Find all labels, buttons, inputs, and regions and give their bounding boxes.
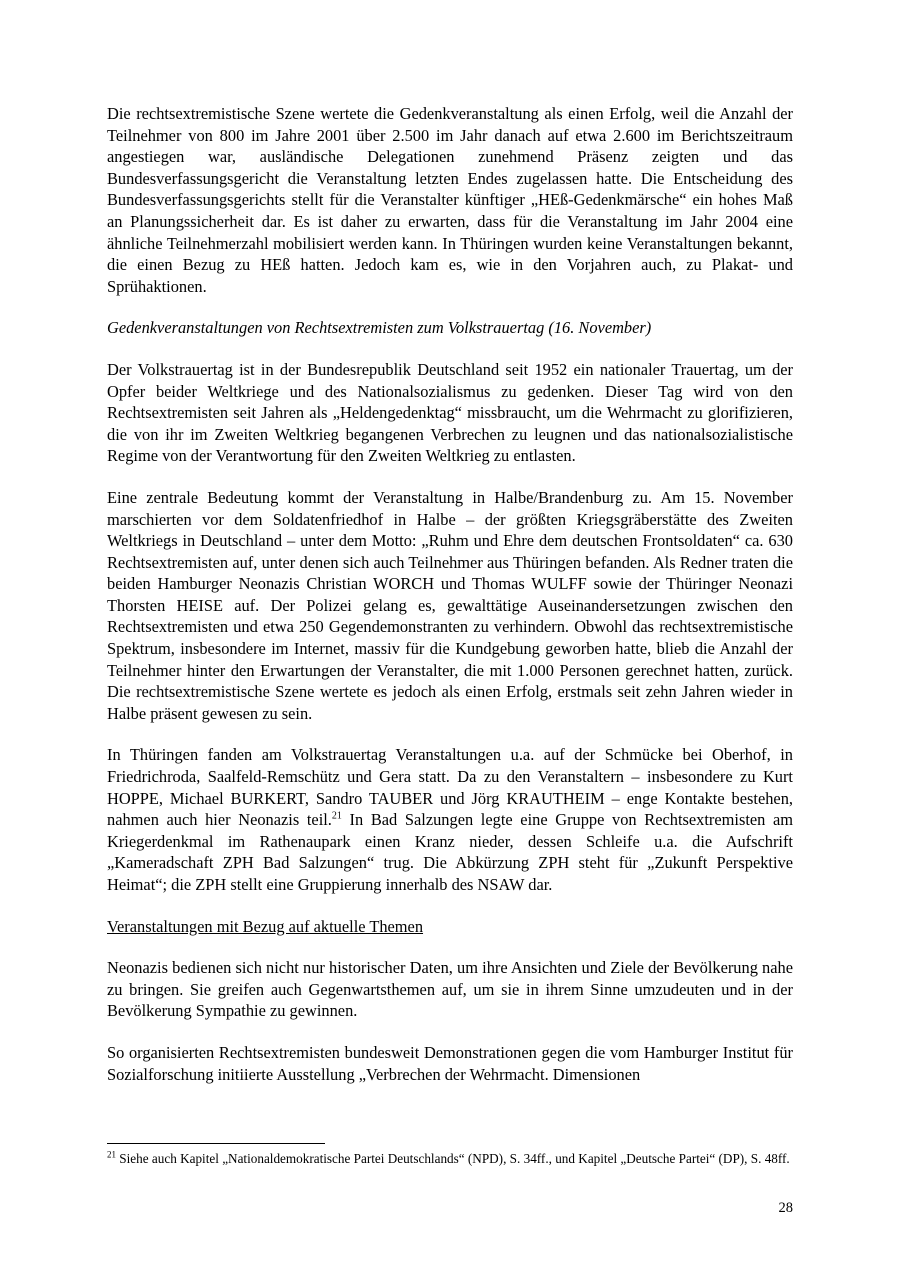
paragraph (107, 744, 793, 895)
section-heading-text: Veranstaltungen mit Bezug auf aktuelle Themen (107, 916, 424, 936)
footnote (107, 1150, 793, 1167)
section-heading: Gedenkveranstaltungen von Rechtsextremisten zum Volkstrauertag (16. November) (107, 318, 652, 338)
page-body (107, 103, 793, 1105)
paragraph: Der Volkstrauertag ist in der Bundesrepublik Deutschland seit 1952 ein nationaler Trauertag, um der Opfer beider Weltkriege und des Nationalsozialismus zu gedenken. Dieser Tag wird von den Rechtsextremisten seit Jahren als „Heldengedenktag“ missbraucht, um die Wehrmacht zu glorifizieren, die von ihr im Zweiten Weltkrieg begangenen Verbrechen zu leugnen und das nationalsozialistische Regime von der Verantwortung für den Zweiten Weltkrieg zu entlasten. (107, 359, 793, 466)
footnote-reference: 21 (331, 810, 342, 822)
paragraph: Eine zentrale Bedeutung kommt der Veranstaltung in Halbe/Brandenburg zu. Am 15. November marschierten vor dem Soldatenfriedhof in Halbe – der größten Kriegsgräberstätte des Zweiten Weltkriegs in Deutschland – unter dem Motto: „Ruhm und Ehre dem deutschen Frontsoldaten“ ca. 630 Rechtsextremisten auf, unter denen sich auch Teilnehmer aus Thüringen befanden. Als Redner traten die beiden Hamburger Neonazis Christian WORCH und Thomas WULFF sowie der Thüringer Neonazi Thorsten HEISE auf. Der Polizei gelang es, gewalttätige Auseinandersetzungen zwischen den Rechtsextremisten und etwa 250 Gegendemonstranten zu verhindern. Obwohl das rechtsextremistische Spektrum, insbesondere im Internet, massiv für die Kundgebung geworben hatte, blieb die Anzahl der Teilnehmer hinter den Erwartungen der Veranstalter, die mit 1.000 Personen gerechnet hatten, zurück. Die rechtsextremistische Szene wertete es jedoch als einen Erfolg, erstmals seit zehn Jahren wieder in Halbe präsent gewesen zu sein. (107, 487, 793, 723)
paragraph: Neonazis bedienen sich nicht nur historischer Daten, um ihre Ansichten und Ziele der Bevölkerung nahe zu bringen. Sie greifen auch Gegenwartsthemen auf, um sie in ihrem Sinne umzudeuten und in der Bevölkerung Sympathie zu gewinnen. (107, 958, 793, 1021)
footnote-text: Siehe auch Kapitel „Nationaldemokratische Partei Deutschlands“ (NPD), S. 34ff., und Kapitel „Deutsche Partei“ (DP), S. 48ff. (116, 1151, 790, 1166)
paragraph: Die rechtsextremistische Szene wertete die Gedenkveranstaltung als einen Erfolg, weil die Anzahl der Teilnehmer von 800 im Jahre 2001 über 2.500 im Jahr danach auf etwa 2.600 im Berichtszeitraum angestiegen war, ausländische Delegationen zunehmend Präsenz zeigten und das Bundesverfassungsgericht die Veranstaltung letzten Endes zugelassen hatte. Die Entscheidung des Bundesverfassungsgerichts stellt für die Veranstalter künftiger „HEß-Gedenkmärsche“ ein hohes Maß an Planungssicherheit dar. Es ist daher zu erwarten, dass für die Veranstaltung im Jahr 2004 eine ähnliche Teilnehmerzahl mobilisiert werden kann. In Thüringen wurden keine Veranstaltungen bekannt, die einen Bezug zu HEß hatten. Jedoch kam es, wie in den Vorjahren auch, zu Plakat- und Sprühaktionen. (107, 104, 793, 296)
paragraph-text: In Thüringen fanden am Volkstrauertag Veranstaltungen u.a. auf der Schmücke bei Oberhof, in Friedrichroda, Saalfeld-Remschütz und Gera statt. Da zu den Veranstaltern – insbesondere zu Kurt HOPPE, Michael BURKERT, Sandro TAUBER und Jörg KRAUTHEIM – enge Kontakte bestehen, nahmen auch hier Neonazis teil. (107, 745, 793, 830)
paragraph: So organisierten Rechtsextremisten bundesweit Demonstrationen gegen die vom Hamburger Institut für Sozialforschung initiierte Ausstellung „Verbrechen der Wehrmacht. Dimensionen (107, 1042, 793, 1084)
section-heading-underlined (107, 916, 793, 938)
paragraph-text: In Bad Salzungen legte eine Gruppe von Rechtsextremisten am Kriegerdenkmal im Rathenaupark einen Kranz nieder, dessen Schleife u.a. die Aufschrift „Kameradschaft ZPH Bad Salzungen“ trug. Die Abkürzung ZPH steht für „Zukunft Perspektive Heimat“; die ZPH stellt eine Gruppierung innerhalb des NSAW dar. (107, 810, 794, 894)
footnote-divider (107, 1143, 325, 1144)
footnote-number: 21 (107, 1149, 116, 1160)
page-number: 28 (778, 1200, 793, 1216)
